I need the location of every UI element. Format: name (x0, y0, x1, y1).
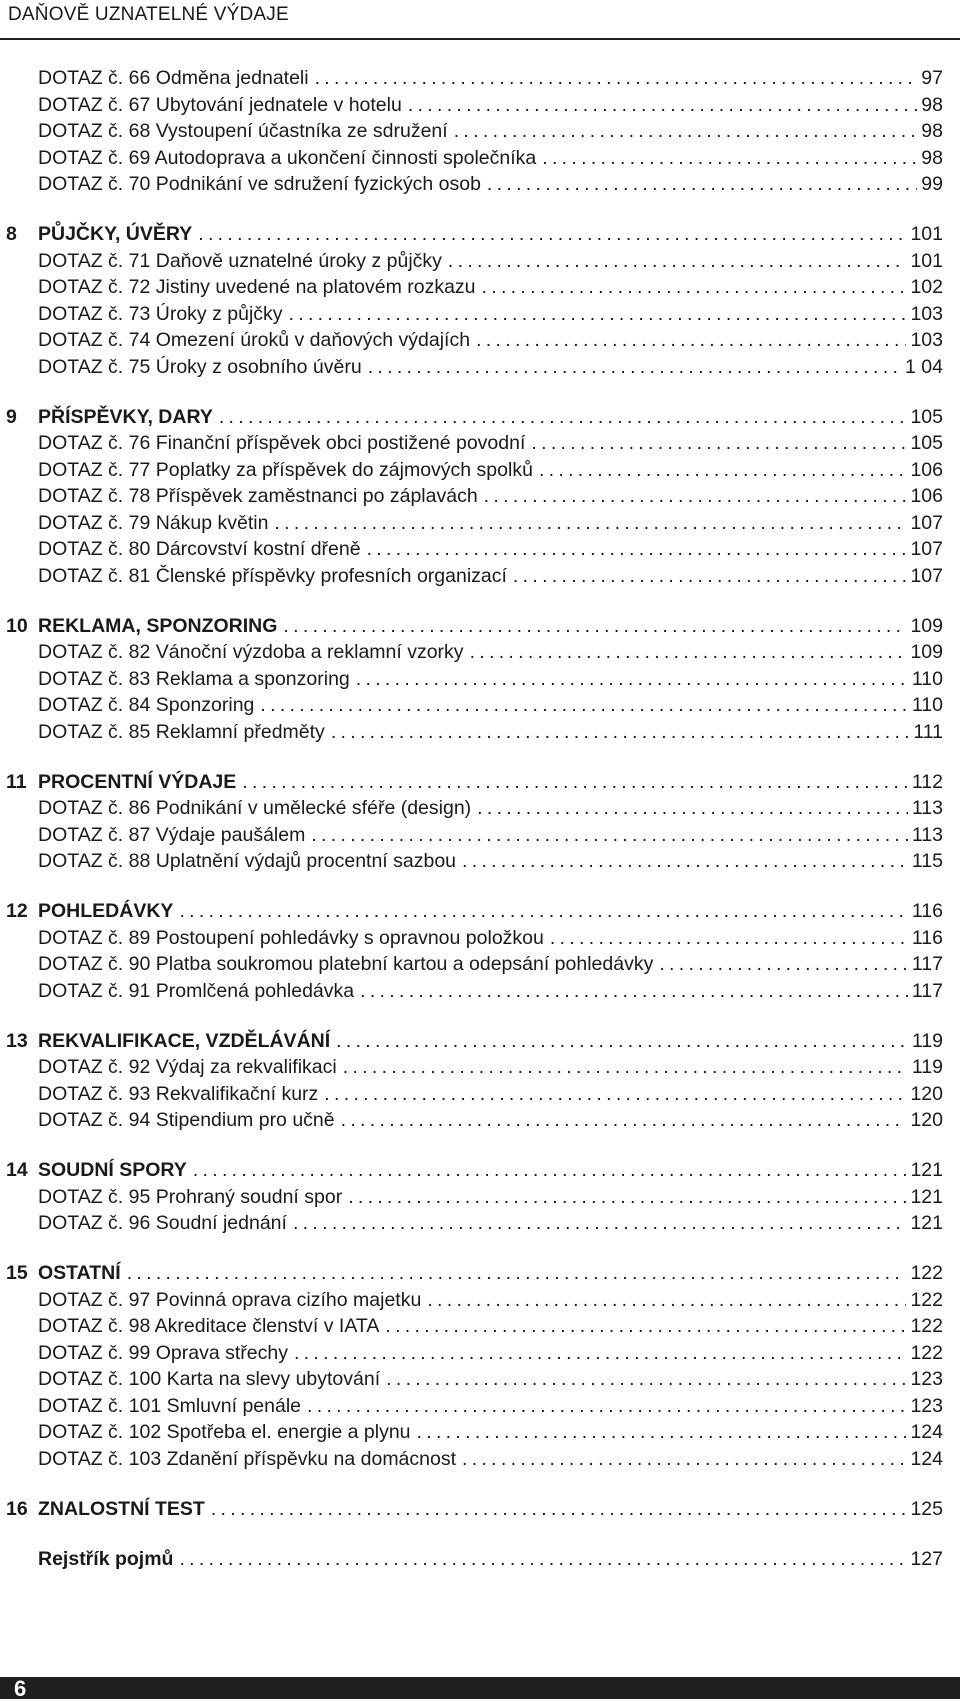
toc-line (38, 1107, 943, 1134)
toc-line (38, 118, 943, 145)
toc-page-number: 109 (910, 614, 943, 637)
toc-page-number: 119 (911, 1029, 943, 1052)
toc-page-number: 103 (910, 302, 943, 325)
toc-line (38, 483, 943, 510)
toc-line (38, 171, 943, 198)
toc-entry-title: DOTAZ č. 87 Výdaje paušálem (38, 823, 306, 846)
toc-section-row[interactable] (0, 404, 960, 431)
toc-dot-leader (484, 483, 907, 510)
toc-entry-title: DOTAZ č. 92 Výdaj za rekvalifikaci (38, 1056, 337, 1078)
toc-line (38, 1210, 943, 1237)
toc-line (38, 65, 943, 92)
toc-page-number: 103 (910, 329, 943, 351)
toc-entry-title: DOTAZ č. 76 Finanční příspěvek obci postižené povodní (38, 432, 526, 454)
toc-dot-leader (542, 145, 917, 172)
toc-dot-leader (341, 1107, 907, 1134)
toc-entry-title: DOTAZ č. 69 Autodoprava a ukončení činnosti společníka (38, 146, 537, 169)
toc-line (38, 848, 943, 875)
toc-section-title: SOUDNÍ SPORY (38, 1159, 187, 1181)
toc-entry-title: DOTAZ č. 103 Zdanění příspěvku na domácnost (38, 1447, 457, 1470)
toc-section-title: PROCENTNÍ VÝDAJE (38, 770, 237, 793)
toc-section-row[interactable] (0, 1546, 960, 1573)
toc-page-number: 107 (910, 538, 943, 560)
page-header-title: DAŇOVĚ UZNATELNÉ VÝDAJE (8, 4, 289, 25)
toc-entry-row[interactable] (0, 1313, 960, 1340)
toc-entry-title: DOTAZ č. 70 Podnikání ve sdružení fyzických osob (38, 173, 481, 195)
toc-section-row[interactable] (0, 1028, 960, 1055)
toc-entry-row[interactable] (0, 563, 960, 590)
toc-entry-row[interactable] (0, 692, 960, 719)
toc-entry-row[interactable] (0, 483, 960, 510)
toc-line (38, 92, 943, 119)
toc-entry-title: DOTAZ č. 79 Nákup květin (38, 511, 269, 534)
toc-dot-leader (367, 536, 907, 563)
page-footer (0, 1677, 960, 1699)
toc-line (38, 769, 943, 796)
toc-dot-leader (343, 1054, 908, 1081)
toc-section-number: 8 (6, 223, 17, 245)
toc-page-number: 117 (911, 979, 943, 1002)
toc-line (38, 1260, 943, 1287)
toc-dot-leader (324, 1081, 906, 1108)
toc-dot-leader (476, 327, 906, 354)
toc-entry-row[interactable] (0, 65, 960, 92)
toc-entry-row[interactable] (0, 1446, 960, 1473)
toc-entry-row[interactable] (0, 1393, 960, 1420)
toc-line (38, 1081, 943, 1108)
toc-line (38, 354, 943, 381)
toc-line (38, 457, 943, 484)
toc-dot-leader (385, 1313, 906, 1340)
toc-dot-leader (368, 354, 901, 381)
toc-dot-leader (242, 769, 908, 796)
toc-entry-row[interactable] (0, 719, 960, 746)
toc-line (38, 692, 943, 719)
toc-page-number: 106 (910, 458, 943, 481)
toc-page-number: 107 (910, 564, 943, 587)
toc-page-number: 121 (910, 1185, 943, 1208)
toc-line (38, 327, 943, 354)
toc-entry-title: DOTAZ č. 74 Omezení úroků v daňových výdajích (38, 329, 471, 351)
toc-line (38, 1546, 943, 1573)
toc-dot-leader (427, 1287, 906, 1314)
toc-line (38, 1419, 943, 1446)
toc-dot-leader (211, 1496, 907, 1523)
toc-dot-leader (331, 719, 910, 746)
toc-line (38, 978, 943, 1005)
toc-page-number: 113 (911, 823, 943, 846)
toc-entry-row[interactable] (0, 1210, 960, 1237)
toc-entry-row[interactable] (0, 274, 960, 301)
toc-dot-leader (293, 1210, 907, 1237)
toc-page-number: 122 (910, 1315, 943, 1337)
toc-page-number: 110 (911, 694, 943, 716)
toc-page-number: 124 (910, 1421, 943, 1443)
toc-dot-leader (386, 1366, 906, 1393)
toc-line (38, 1028, 943, 1055)
toc-entry-row[interactable] (0, 795, 960, 822)
toc-line (38, 1393, 943, 1420)
toc-dot-leader (550, 925, 908, 952)
toc-dot-leader (219, 404, 907, 431)
toc-page-number: 105 (910, 405, 943, 428)
toc-dot-leader (448, 248, 907, 275)
toc-page-number: 107 (910, 511, 943, 534)
toc-line (38, 221, 943, 248)
toc-entry-row[interactable] (0, 92, 960, 119)
toc-entry-row[interactable] (0, 822, 960, 849)
toc-entry-title: DOTAZ č. 97 Povinná oprava cizího majetku (38, 1288, 422, 1311)
toc-entry-title: DOTAZ č. 95 Prohraný soudní spor (38, 1185, 343, 1208)
toc-line (38, 1340, 943, 1367)
toc-section-number: 13 (6, 1029, 28, 1052)
toc-dot-leader (289, 301, 907, 328)
toc-entry-row[interactable] (0, 171, 960, 198)
toc-entry-title: DOTAZ č. 83 Reklama a sponzoring (38, 667, 350, 690)
toc-dot-leader (193, 1157, 907, 1184)
toc-section-row[interactable] (0, 1496, 960, 1523)
toc-dot-leader (531, 430, 906, 457)
toc-entry-title: DOTAZ č. 85 Reklamní předměty (38, 720, 325, 743)
toc-entry-title: DOTAZ č. 93 Rekvalifikační kurz (38, 1082, 319, 1105)
toc-section-number: 11 (6, 770, 27, 793)
toc-section-number: 15 (6, 1262, 28, 1284)
toc-entry-row[interactable] (0, 1054, 960, 1081)
toc-entry-row[interactable] (0, 1340, 960, 1367)
toc-section-row[interactable] (0, 613, 960, 640)
toc-page-number: 111 (913, 720, 943, 743)
toc-section-title: REKLAMA, SPONZORING (38, 614, 278, 637)
page-header (0, 0, 960, 40)
toc-page-number: 109 (910, 641, 943, 663)
toc-page-number: 101 (910, 249, 943, 272)
toc-entry-title: DOTAZ č. 71 Daňově uznatelné úroky z půjčky (38, 249, 442, 272)
toc-line (38, 925, 943, 952)
toc-entry-title: DOTAZ č. 101 Smluvní penále (38, 1394, 302, 1417)
toc-dot-leader (408, 92, 917, 119)
toc-section-number: 9 (6, 405, 17, 428)
toc-dot-leader (360, 978, 908, 1005)
toc-page-number: 99 (921, 173, 943, 195)
toc-entry-row[interactable] (0, 1081, 960, 1108)
toc-entry-row[interactable] (0, 1107, 960, 1134)
toc-entry-title: DOTAZ č. 73 Úroky z půjčky (38, 302, 283, 325)
toc-page-number: 98 (921, 93, 943, 116)
toc-page-number: 116 (911, 900, 943, 922)
toc-page-number: 124 (910, 1447, 943, 1470)
toc-entry-row[interactable] (0, 1366, 960, 1393)
toc-dot-leader (315, 65, 918, 92)
toc-section-row[interactable] (0, 1157, 960, 1184)
toc-page-number: 106 (910, 485, 943, 507)
toc-section-title: ZNALOSTNÍ TEST (38, 1497, 205, 1520)
toc-entry-row[interactable] (0, 354, 960, 381)
toc-entry-row[interactable] (0, 248, 960, 275)
toc-entry-row[interactable] (0, 457, 960, 484)
toc-line (38, 1496, 943, 1523)
page-number: 6 (14, 1676, 27, 1701)
toc-entry-title: DOTAZ č. 102 Spotřeba el. energie a plynu (38, 1421, 411, 1443)
toc-entry-title: DOTAZ č. 94 Stipendium pro učně (38, 1109, 335, 1131)
toc-entry-row[interactable] (0, 951, 960, 978)
toc-entry-title: DOTAZ č. 81 Členské příspěvky profesních organizací (38, 564, 507, 587)
toc-page-number: 121 (910, 1212, 943, 1234)
toc-entry-title: DOTAZ č. 89 Postoupení pohledávky s opravnou položkou (38, 926, 544, 949)
toc-dot-leader (348, 1184, 906, 1211)
toc-page-number: 123 (910, 1368, 943, 1390)
toc-section-number: 16 (6, 1497, 28, 1520)
toc-entry-row[interactable] (0, 301, 960, 328)
toc-line (38, 1446, 943, 1473)
toc-dot-leader (307, 1393, 906, 1420)
toc-section-title: REKVALIFIKACE, VZDĚLÁVÁNÍ (38, 1029, 331, 1052)
toc-section-number: 12 (6, 900, 28, 922)
toc-line (38, 1054, 943, 1081)
toc-dot-leader (336, 1028, 908, 1055)
toc-dot-leader (513, 563, 907, 590)
toc-page-number: 98 (921, 146, 943, 169)
toc-page-number: 117 (911, 953, 943, 975)
toc-page-number: 125 (910, 1497, 943, 1520)
toc-page-number: 120 (910, 1082, 943, 1105)
toc-dot-leader (462, 1446, 906, 1473)
toc-dot-leader (294, 1340, 906, 1367)
toc-line (38, 536, 943, 563)
toc-entry-row[interactable] (0, 536, 960, 563)
toc-dot-leader (482, 274, 907, 301)
toc-section-title: PŮJČKY, ÚVĚRY (38, 223, 193, 245)
toc-entry-title: DOTAZ č. 66 Odměna jednateli (38, 67, 309, 89)
toc-section-title: PŘÍSPĚVKY, DARY (38, 405, 213, 428)
toc-entry-title: DOTAZ č. 88 Uplatnění výdajů procentní sazbou (38, 850, 457, 872)
toc-page-number: 110 (911, 667, 943, 690)
toc-page-number: 123 (910, 1394, 943, 1417)
toc-line (38, 719, 943, 746)
toc-entry-title: DOTAZ č. 67 Ubytování jednatele v hotelu (38, 93, 402, 116)
toc-dot-leader (477, 795, 908, 822)
toc-dot-leader (179, 1546, 906, 1573)
toc-line (38, 639, 943, 666)
toc-section-row[interactable] (0, 1260, 960, 1287)
toc-section-title: OSTATNÍ (38, 1262, 121, 1284)
toc-line (38, 822, 943, 849)
toc-entry-title: DOTAZ č. 78 Příspěvek zaměstnanci po záplavách (38, 485, 478, 507)
toc-dot-leader (260, 692, 908, 719)
toc-page-number: 122 (910, 1288, 943, 1311)
toc-entry-title: DOTAZ č. 84 Sponzoring (38, 694, 255, 716)
toc-dot-leader (198, 221, 906, 248)
toc-dot-leader (179, 898, 907, 925)
toc-line (38, 274, 943, 301)
toc-line (38, 1184, 943, 1211)
toc-entry-row[interactable] (0, 145, 960, 172)
toc-page-number: 98 (921, 120, 943, 142)
toc-line (38, 1157, 943, 1184)
toc-line (38, 430, 943, 457)
toc-line (38, 145, 943, 172)
toc-line (38, 301, 943, 328)
toc-entry-title: DOTAZ č. 82 Vánoční výzdoba a reklamní vzorky (38, 641, 464, 663)
toc-dot-leader (454, 118, 918, 145)
toc-page-number: 122 (910, 1341, 943, 1364)
toc-line (38, 563, 943, 590)
toc-dot-leader (274, 510, 906, 537)
toc-entry-row[interactable] (0, 430, 960, 457)
toc-entry-row[interactable] (0, 118, 960, 145)
toc-entry-title: DOTAZ č. 100 Karta na slevy ubytování (38, 1368, 381, 1390)
toc-line (38, 666, 943, 693)
toc-page-number: 122 (910, 1262, 943, 1284)
toc-section-number: 14 (6, 1159, 28, 1181)
toc-entry-row[interactable] (0, 510, 960, 537)
toc-entry-row[interactable] (0, 327, 960, 354)
toc-entry-row[interactable] (0, 639, 960, 666)
toc-entry-title: DOTAZ č. 91 Promlčená pohledávka (38, 979, 355, 1002)
toc-line (38, 795, 943, 822)
toc-line (38, 951, 943, 978)
toc-line (38, 898, 943, 925)
toc-entry-row[interactable] (0, 666, 960, 693)
toc-entry-row[interactable] (0, 1419, 960, 1446)
toc-entry-title: DOTAZ č. 77 Poplatky za příspěvek do zájmových spolků (38, 458, 533, 481)
toc-dot-leader (127, 1260, 907, 1287)
toc-line (38, 613, 943, 640)
toc-entry-row[interactable] (0, 848, 960, 875)
toc-page-number: 116 (911, 926, 943, 949)
toc-entry-title: DOTAZ č. 98 Akreditace členství v IATA (38, 1315, 380, 1337)
toc-dot-leader (311, 822, 908, 849)
toc-page-number: 113 (911, 797, 943, 819)
toc-dot-leader (470, 639, 907, 666)
toc-dot-leader (539, 457, 907, 484)
toc-entry-row[interactable] (0, 925, 960, 952)
toc-section-number: 10 (6, 614, 28, 637)
toc-section-title: Rejstřík pojmů (38, 1547, 174, 1570)
toc-entry-row[interactable] (0, 978, 960, 1005)
toc-page-number: 101 (910, 223, 943, 245)
toc-page-number: 97 (921, 67, 943, 89)
toc-page-number: 121 (910, 1159, 943, 1181)
toc-dot-leader (462, 848, 908, 875)
toc-page-number: 127 (910, 1547, 943, 1570)
toc-dot-leader (417, 1419, 907, 1446)
toc-page-number: 120 (910, 1109, 943, 1131)
toc-dot-leader (356, 666, 908, 693)
toc-line (38, 248, 943, 275)
toc-dot-leader (283, 613, 906, 640)
toc-page-number: 112 (911, 770, 943, 793)
toc-dot-leader (487, 171, 917, 198)
toc-dot-leader (659, 951, 908, 978)
toc-entry-title: DOTAZ č. 72 Jistiny uvedené na platovém rozkazu (38, 276, 476, 298)
toc-entry-title: DOTAZ č. 86 Podnikání v umělecké sféře (design) (38, 797, 472, 819)
toc-line (38, 1287, 943, 1314)
toc-line (38, 404, 943, 431)
toc-line (38, 1366, 943, 1393)
toc-section-row[interactable] (0, 221, 960, 248)
toc-page-number: 102 (910, 276, 943, 298)
toc-line (38, 510, 943, 537)
toc-entry-title: DOTAZ č. 90 Platba soukromou platební kartou a odepsání pohledávky (38, 953, 654, 975)
table-of-contents (0, 65, 960, 1572)
toc-entry-title: DOTAZ č. 80 Dárcovství kostní dřeně (38, 538, 361, 560)
toc-entry-title: DOTAZ č. 75 Úroky z osobního úvěru (38, 355, 362, 378)
toc-page-number: 105 (910, 432, 943, 454)
toc-line (38, 1313, 943, 1340)
toc-section-row[interactable] (0, 769, 960, 796)
toc-entry-row[interactable] (0, 1287, 960, 1314)
toc-entry-title: DOTAZ č. 96 Soudní jednání (38, 1212, 287, 1234)
toc-section-row[interactable] (0, 898, 960, 925)
toc-section-title: POHLEDÁVKY (38, 900, 174, 922)
toc-entry-title: DOTAZ č. 99 Oprava střechy (38, 1341, 288, 1364)
toc-page-number: 119 (911, 1056, 943, 1078)
toc-entry-row[interactable] (0, 1184, 960, 1211)
toc-page-number: 115 (911, 850, 943, 872)
toc-page-number: 1 04 (905, 355, 943, 378)
toc-entry-title: DOTAZ č. 68 Vystoupení účastníka ze sdružení (38, 120, 448, 142)
